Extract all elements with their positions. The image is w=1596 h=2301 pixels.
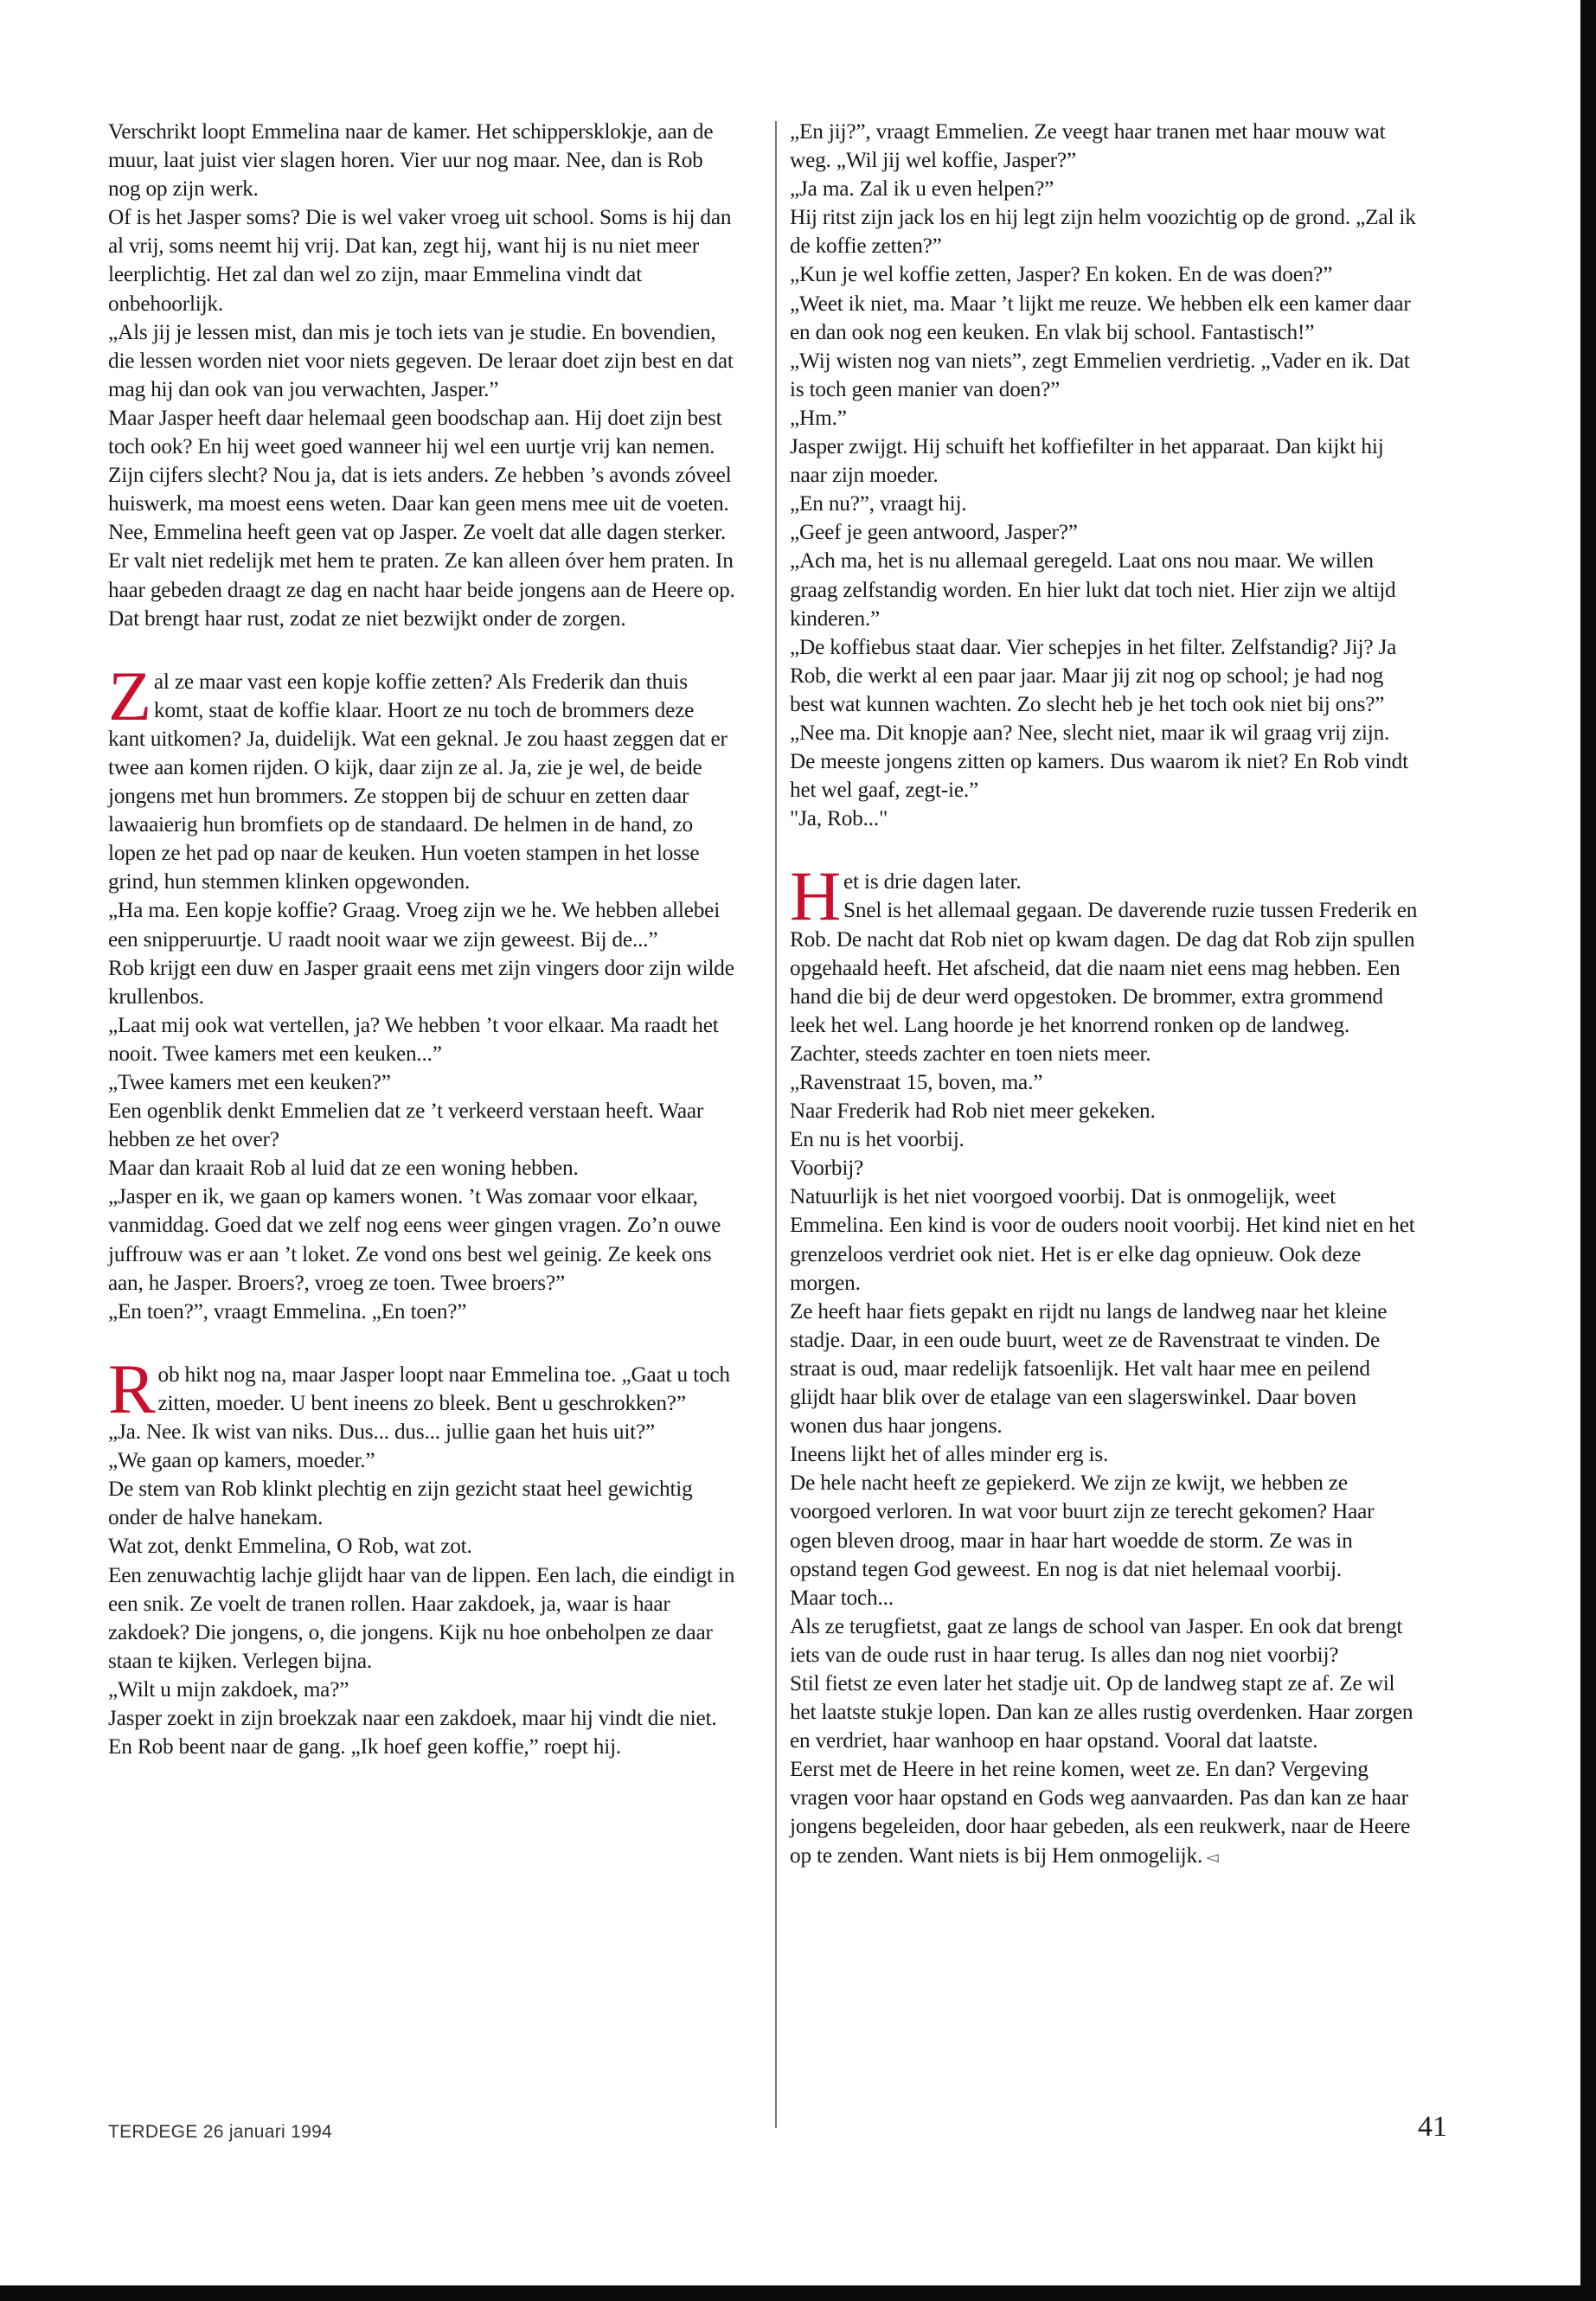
paragraph bbox=[790, 633, 1418, 719]
paragraph-text: Als ze terugfietst, gaat ze langs de school van Jasper. En ook dat brengt iets van de oude rust in haar terug. Is alles dan nog niet voorbij? bbox=[790, 1613, 1403, 1667]
paragraph-text: Jasper zwijgt. Hij schuift het koffiefilter in het apparaat. Dan kijkt hij naar zijn moeder. bbox=[790, 434, 1384, 488]
paragraph bbox=[108, 1475, 736, 1532]
article-column-left bbox=[108, 118, 736, 1761]
paragraph bbox=[790, 290, 1418, 347]
paragraph-text: Hij ritst zijn jack los en hij legt zijn helm voozichtig op de grond. „Zal ik de koffie zetten?” bbox=[790, 205, 1416, 259]
paragraph-text: „Kun je wel koffie zetten, Jasper? En koken. En de was doen?” bbox=[790, 262, 1333, 287]
paragraph bbox=[108, 1068, 736, 1097]
paragraph bbox=[108, 1011, 736, 1068]
paragraph-text: Rob krijgt een duw en Jasper graait eens met zijn vingers door zijn wilde krullenbos. bbox=[108, 955, 734, 1009]
paragraph-text: „Ach ma, het is nu allemaal geregeld. Laat ons nou maar. We willen graag zelfstandig worden. En hier lukt dat toch niet. Hier zijn we altijd kinderen.” bbox=[790, 548, 1396, 631]
paragraph-text: Natuurlijk is het niet voorgoed voorbij. Dat is onmogelijk, weet Emmelina. Een kind is voor de ouders nooit voorbij. Het kind niet en het grenzeloos verdriet ook niet. Het is er elke dag opnieuw. Ook deze morgen. bbox=[790, 1184, 1415, 1295]
section-opening-paragraph bbox=[790, 856, 1418, 936]
paragraph-text: „Laat mij ook wat vertellen, ja? We hebben ’t voor elkaar. Ma raadt het nooit. Twee kamers met een keuken...” bbox=[108, 1012, 719, 1066]
paragraph-text: „En toen?”, vraagt Emmelina. „En toen?” bbox=[108, 1298, 467, 1324]
paragraph bbox=[790, 1183, 1418, 1297]
paragraph-text: Zijn cijfers slecht? Nou ja, dat is iets anders. Ze hebben ’s avonds zóveel huiswerk, ma moest eens weten. Daar kan geen mens mee uit de voeten. bbox=[108, 463, 732, 516]
paragraph-text: „Nee ma. Dit knopje aan? Nee, slecht niet, maar ik wil graag vrij zijn. De meeste jongens zitten op kamers. Dus waarom ik niet? En Rob vindt het wel gaaf, zegt-ie.” bbox=[790, 720, 1408, 803]
paragraph bbox=[108, 118, 736, 203]
paragraph-text: „Geef je geen antwoord, Jasper?” bbox=[790, 520, 1078, 545]
paragraph bbox=[108, 1418, 736, 1446]
paragraph bbox=[108, 518, 736, 632]
paragraph-text: Ineens lijkt het of alles minder erg is. bbox=[790, 1442, 1109, 1467]
paragraph-text: En nu is het voorbij. bbox=[790, 1127, 965, 1152]
paragraph-text: Nee, Emmelina heeft geen vat op Jasper. Ze voelt dat alle dagen sterker. Er valt niet redelijk met hem te praten. Ze kan alleen óver hem praten. In haar gebeden draagt ze dag en nacht haar beide jongens aan de Heere op. Dat brengt haar rust, zodat ze niet bezwijkt onder de zorgen. bbox=[108, 520, 735, 631]
paragraph bbox=[108, 203, 736, 317]
paragraph bbox=[790, 719, 1418, 804]
paragraph bbox=[790, 1440, 1418, 1469]
paragraph-text: al ze maar vast een kopje koffie zetten? Als Frederik dan thuis komt, staat de koffie klaar. Hoort ze nu toch de brommers deze kant uitkomen? Ja, duidelijk. Wat een geknal. Je zou haast zeggen dat er twee aan komen rijden. O kijk, daar zijn ze al. Ja, zie je wel, de beide jongens met hun brommers. Ze stoppen bij de schuur en zetten daar lawaaierig hun bromfiets op de standaard. De helmen in de hand, zo lopen ze het pad op naar de keuken. Hun voeten stampen in het losse grind, hun stemmen klinken opgewonden. bbox=[108, 669, 727, 894]
paragraph bbox=[790, 118, 1418, 175]
paragraph-text: Maar toch... bbox=[790, 1585, 894, 1610]
drop-cap: Z bbox=[108, 656, 151, 735]
paragraph bbox=[108, 1154, 736, 1183]
publication-footer: TERDEGE 26 januari 1994 bbox=[108, 2122, 333, 2142]
paragraph bbox=[790, 547, 1418, 632]
paragraph bbox=[790, 1068, 1418, 1097]
paragraph bbox=[790, 1154, 1418, 1183]
paragraph bbox=[108, 318, 736, 404]
paragraph bbox=[790, 1612, 1418, 1670]
paragraph bbox=[108, 1446, 736, 1475]
paragraph-text: Jasper zoekt in zijn broekzak naar een zakdoek, maar hij vindt die niet. En Rob beent naar de gang. „Ik hoef geen koffie,” roept hij. bbox=[108, 1705, 717, 1759]
paragraph bbox=[790, 347, 1418, 404]
paragraph-text: ob hikt nog na, maar Jasper loopt naar Emmelina toe. „Gaat u toch zitten, moeder. U bent ineens zo bleek. Bent u geschrokken?” bbox=[157, 1362, 730, 1415]
paragraph-text: Voorbij? bbox=[790, 1156, 864, 1181]
paragraph-text: „Weet ik niet, ma. Maar ’t lijkt me reuze. We hebben elk een kamer daar en dan ook nog een keuken. En vlak bij school. Fantastisch!” bbox=[790, 291, 1411, 344]
paragraph bbox=[790, 1125, 1418, 1154]
paragraph-text: Een zenuwachtig lachje glijdt haar van de lippen. Een lach, die eindigt in een snik. Ze voelt de tranen rollen. Haar zakdoek, ja, waar is haar zakdoek? Die jongens, o, die jongens. Kijk nu hoe onbeholpen ze daar staan te kijken. Verlegen bijna. bbox=[108, 1562, 735, 1673]
page-number: 41 bbox=[1418, 2111, 1447, 2143]
paragraph bbox=[790, 203, 1418, 260]
paragraph-text: „De koffiebus staat daar. Vier schepjes in het filter. Zelfstandig? Jij? Ja Rob, die werkt al een paar jaar. Maar jij zit nog op school; je had nog best wat kunnen wachten. Zo slecht heb je het toch ook niet bij ons?” bbox=[790, 634, 1397, 716]
section-opening-paragraph bbox=[108, 1349, 736, 1428]
paragraph-text: „We gaan op kamers, moeder.” bbox=[108, 1448, 375, 1473]
paragraph-text: "Ja, Rob..." bbox=[790, 806, 888, 831]
paragraph bbox=[790, 260, 1418, 289]
paragraph-text: Maar dan kraait Rob al luid dat ze een woning hebben. bbox=[108, 1156, 579, 1181]
paragraph bbox=[108, 1298, 736, 1326]
paragraph bbox=[108, 954, 736, 1011]
paragraph-text: Ze heeft haar fiets gepakt en rijdt nu langs de landweg naar het kleine stadje. Daar, in een oude buurt, weet ze de Ravenstraat te vinden. De straat is oud, maar redelijk fatsoenlijk. Het valt haar mee en peilend glijdt haar blik over de etalage van een slagerswinkel. Daar boven wonen dus haar jongens. bbox=[790, 1298, 1388, 1439]
paragraph-text: Eerst met de Heere in het reine komen, weet ze. En dan? Vergeving vragen voor haar opstand en Gods weg aanvaarden. Pas dan kan ze haar jongens begeleiden, door haar gebeden, als een reukwerk, naar de Heere op te zenden. Want niets is bij Hem onmogelijk. bbox=[790, 1757, 1411, 1868]
section-break bbox=[108, 1326, 736, 1361]
paragraph-text: et is drie dagen later. bbox=[843, 869, 1022, 894]
article-column-right bbox=[790, 118, 1418, 1872]
paragraph bbox=[108, 1097, 736, 1154]
paragraph-text: „Twee kamers met een keuken?” bbox=[108, 1070, 391, 1094]
section-break bbox=[790, 833, 1418, 868]
paragraph bbox=[790, 433, 1418, 490]
paragraph-text: Maar Jasper heeft daar helemaal geen boodschap aan. Hij doet zijn best toch ook? En hij weet goed wanneer hij wel een uurtje vrij kan nemen. bbox=[108, 405, 722, 459]
column-divider bbox=[775, 121, 777, 2128]
paragraph-text: „Jasper en ik, we gaan op kamers wonen. ’t Was zomaar voor elkaar, vanmiddag. Goed dat we zelf nog eens weer gingen vragen. Zo’n ouwe juffrouw was er aan ’t loket. Ze vond ons best wel geinig. Ze keek ons aan, he Jasper. Broers?, vroeg ze toen. Twee broers?” bbox=[108, 1184, 721, 1295]
drop-cap: R bbox=[108, 1349, 156, 1428]
paragraph bbox=[108, 404, 736, 461]
paragraph-text: Stil fietst ze even later het stadje uit. Op de landweg stapt ze af. Ze wil het laatste stukje lopen. Dan kan ze alles rustig overdenken. Haar zorgen en verdriet, haar wanhoop en haar opstand. Vooral dat laatste. bbox=[790, 1670, 1413, 1753]
paragraph-text: De hele nacht heeft ze gepiekerd. We zijn ze kwijt, we hebben ze voorgoed verloren. In wat voor buurt zijn ze terecht gekomen? Haar ogen bleven droog, maar in haar hart woedde de storm. Ze was in opstand tegen God geweest. En nog is dat niet helemaal voorbij. bbox=[790, 1471, 1375, 1581]
paragraph-text: „En jij?”, vraagt Emmelien. Ze veegt haar tranen met haar mouw wat weg. „Wil jij wel koffie, Jasper?” bbox=[790, 119, 1386, 173]
paragraph bbox=[790, 804, 1418, 833]
paragraph-text: Of is het Jasper soms? Die is wel vaker vroeg uit school. Soms is hij dan al vrij, soms neemt hij vrij. Dat kan, zegt hij, want hij is nu niet meer leerplichtig. Het zal dan wel zo zijn, maar Emmelina vindt dat onbehoorlijk. bbox=[108, 205, 732, 316]
paragraph-text: Verschrikt loopt Emmelina naar de kamer. Het schippersklokje, aan de muur, laat juist vier slagen horen. Vier uur nog maar. Nee, dan is Rob nog op zijn werk. bbox=[108, 119, 714, 202]
paragraph bbox=[790, 896, 1418, 1068]
paragraph-text: De stem van Rob klinkt plechtig en zijn gezicht staat heel gewichtig onder de halve hanekam. bbox=[108, 1477, 693, 1530]
paragraph bbox=[108, 896, 736, 953]
paragraph-text: Wat zot, denkt Emmelina, O Rob, wat zot. bbox=[108, 1534, 472, 1559]
paragraph bbox=[790, 1469, 1418, 1583]
paragraph-text: Naar Frederik had Rob niet meer gekeken. bbox=[790, 1099, 1156, 1124]
scan-border-right bbox=[1580, 0, 1596, 2301]
paragraph-text: „Wilt u mijn zakdoek, ma?” bbox=[108, 1676, 349, 1702]
paragraph bbox=[108, 461, 736, 518]
paragraph bbox=[790, 490, 1418, 518]
paragraph-text: „Ja ma. Zal ik u even helpen?” bbox=[790, 176, 1054, 202]
paragraph-text: „Ravenstraat 15, boven, ma.” bbox=[790, 1070, 1043, 1094]
paragraph bbox=[790, 1097, 1418, 1125]
paragraph bbox=[790, 404, 1418, 433]
paragraph bbox=[108, 1704, 736, 1761]
paragraph-text: „Ja. Nee. Ik wist van niks. Dus... dus... jullie gaan het huis uit?” bbox=[108, 1420, 656, 1445]
paragraph bbox=[790, 1298, 1418, 1440]
paragraph-text: Snel is het allemaal gegaan. De daverende ruzie tussen Frederik en Rob. De nacht dat Rob niet op kwam dagen. De dag dat Rob zijn spullen opgehaald heeft. Het afscheid, dat die naam niet eens mag hebben. Een hand die bij de deur werd opgestoken. De brommer, extra grommend leek het wel. Lang hoorde je het knorrend ronken op de landweg. Zachter, steeds zachter en toen niets meer. bbox=[790, 898, 1418, 1066]
paragraph bbox=[790, 1670, 1418, 1755]
paragraph-text: „En nu?”, vraagt hij. bbox=[790, 491, 967, 516]
paragraph-text: „Als jij je lessen mist, dan mis je toch iets van je studie. En bovendien, die lessen worden niet voor niets gegeven. De leraar doet zijn best en dat mag hij dan ook van jou verwachten, Jasper.” bbox=[108, 319, 734, 401]
paragraph bbox=[790, 518, 1418, 547]
drop-cap: H bbox=[790, 856, 842, 936]
paragraph bbox=[108, 1676, 736, 1704]
paragraph bbox=[108, 1183, 736, 1297]
paragraph bbox=[108, 1532, 736, 1561]
paragraph-text: Een ogenblik denkt Emmelien dat ze ’t verkeerd verstaan heeft. Waar hebben ze het over? bbox=[108, 1099, 704, 1152]
paragraph bbox=[790, 1755, 1418, 1871]
section-break bbox=[108, 633, 736, 668]
paragraph-text: „Ha ma. Een kopje koffie? Graag. Vroeg zijn we he. We hebben allebei een snipperuurtje. U raadt nooit waar we zijn geweest. Bij de...” bbox=[108, 898, 721, 952]
paragraph bbox=[790, 175, 1418, 203]
end-mark-icon: ◅ bbox=[1206, 1848, 1219, 1867]
paragraph bbox=[108, 1561, 736, 1676]
paragraph bbox=[790, 1584, 1418, 1612]
paragraph-text: „Hm.” bbox=[790, 405, 847, 430]
scan-border-bottom bbox=[0, 2285, 1596, 2301]
section-opening-paragraph bbox=[108, 656, 736, 897]
paragraph-text: „Wij wisten nog van niets”, zegt Emmelien verdrietig. „Vader en ik. Dat is toch geen manier van doen?” bbox=[790, 348, 1410, 401]
